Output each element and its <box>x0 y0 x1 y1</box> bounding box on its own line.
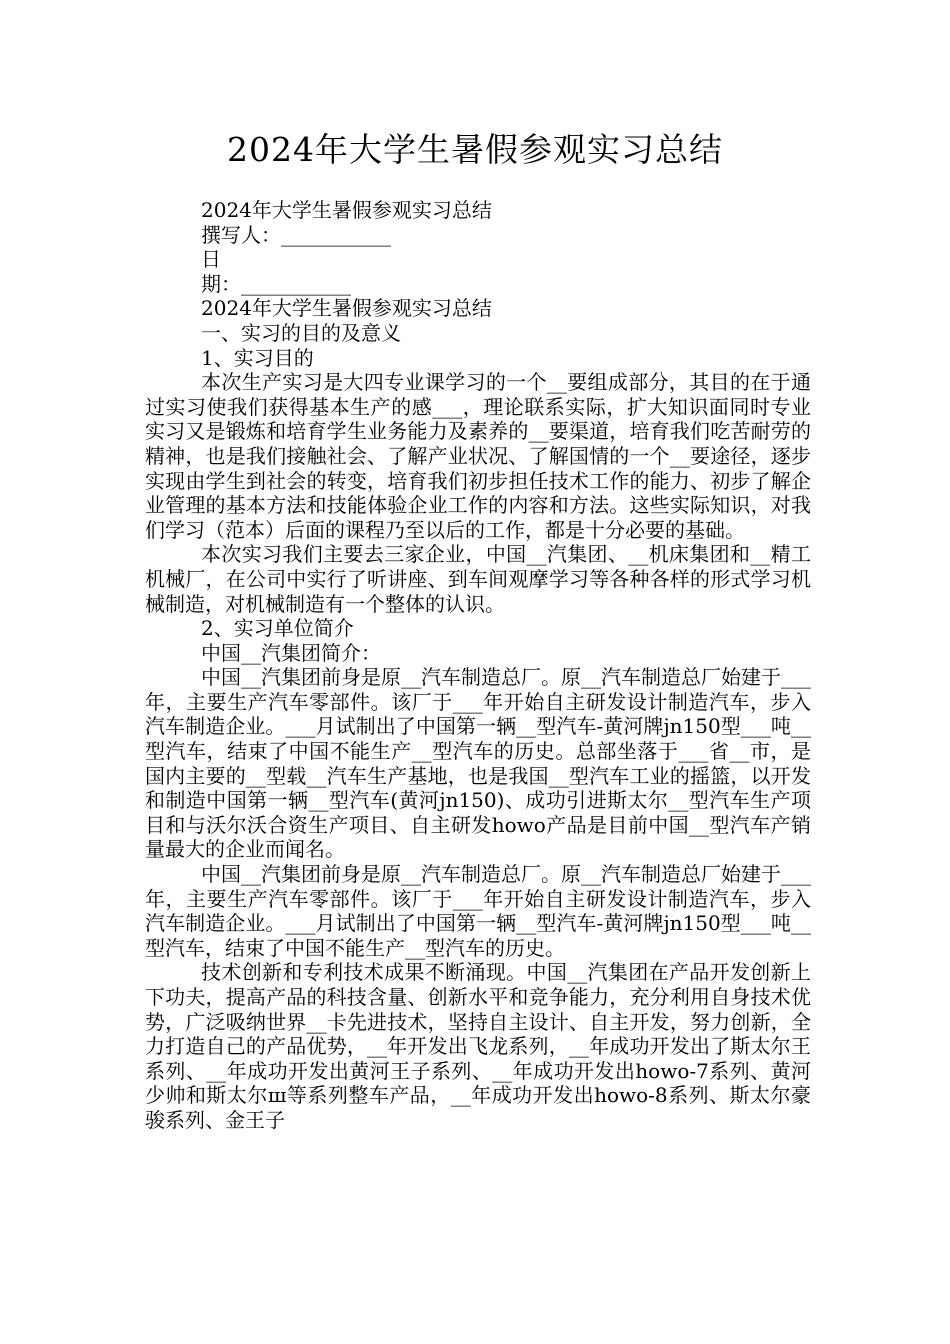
paragraph-company-history-repeat: 中国__汽集团前身是原__汽车制造总厂。原__汽车制造总厂始建于___年，主要生产汽车零部件。该厂于___年开始自主研发设计制造汽车，步入汽车制造企业。___月试制出了中国第一辆__型汽车-黄河牌jn150型___吨__型汽车，结束了中国不能生产__型汽车的历史。 <box>145 862 811 960</box>
subtitle-repeat: 2024年大学生暑假参观实习总结 <box>201 296 492 321</box>
company-heading: 中国__汽集团简介： <box>201 640 381 665</box>
document-title: 2024年大学生暑假参观实习总结 <box>227 130 723 169</box>
subtitle: 2024年大学生暑假参观实习总结 <box>201 198 492 222</box>
section-1-heading: 一、实习的目的及意义 <box>201 320 401 345</box>
document-body <box>145 198 811 1133</box>
subsection-2-heading: 2、实习单位简介 <box>201 616 354 641</box>
paragraph-purpose: 本次生产实习是大四专业课学习的一个__要组成部分，其目的在于通过实习使我们获得基本生产的感___，理论联系实际，扩大知识面同时专业实习又是锻炼和培育学生业务能力及素养的__要渠道，培育我们吃苦耐劳的精神，也是我们接触社会、了解产业状况、了解国情的一个__要途径，逐步实现由学生到社会的转变，培育我们初步担任技术工作的能力、初步了解企业管理的基本方法和技能体验企业工作的内容和方法。这些实际知识，对我们学习（范本）后面的课程乃至以后的工作，都是十分必要的基础。 <box>145 370 811 542</box>
paragraph-company-history: 中国__汽集团前身是原__汽车制造总厂。原__汽车制造总厂始建于___年，主要生产汽车零部件。该厂于___年开始自主研发设计制造汽车，步入汽车制造企业。___月试制出了中国第一辆__型汽车-黄河牌jn150型___吨__型汽车，结束了中国不能生产__型汽车的历史。总部坐落于___省__市，是国内主要的__型载__汽车生产基地，也是我国__型汽车工业的摇篮，以开发和制造中国第一辆__型汽车(黄河jn150)、成功引进斯太尔__型汽车生产项目和与沃尔沃合资生产项目、自主研发howo产品是目前中国__型汽车产销量最大的企业而闻名。 <box>145 665 811 862</box>
author-line: 撰写人：___________ <box>201 222 391 247</box>
paragraph-companies: 本次实习我们主要去三家企业，中国__汽集团、__机床集团和__精工机械厂，在公司中实行了听讲座、到车间观摩学习等各种各样的形式学习机械制造，对机械制造有一个整体的认识。 <box>145 542 811 616</box>
date-line-2: 期：___________ <box>201 271 351 296</box>
subsection-1-heading: 1、实习目的 <box>201 345 314 370</box>
date-line-1: 日 <box>201 247 221 272</box>
paragraph-innovation: 技术创新和专利技术成果不断涌现。中国__汽集团在产品开发创新上下功夫，提高产品的科技含量、创新水平和竞争能力，充分利用自身技术优势，广泛吸纳世界__卡先进技术，坚持自主设计、自主开发，努力创新，全力打造自己的产品优势，__年开发出飞龙系列，__年成功开发出了斯太尔王系列、__年成功开发出黄河王子系列、__年成功开发出howo-7系列、黄河少帅和斯太尔ш等系列整车产品，__年成功开发出howo-8系列、斯太尔豪骏系列、金王子 <box>145 960 811 1132</box>
